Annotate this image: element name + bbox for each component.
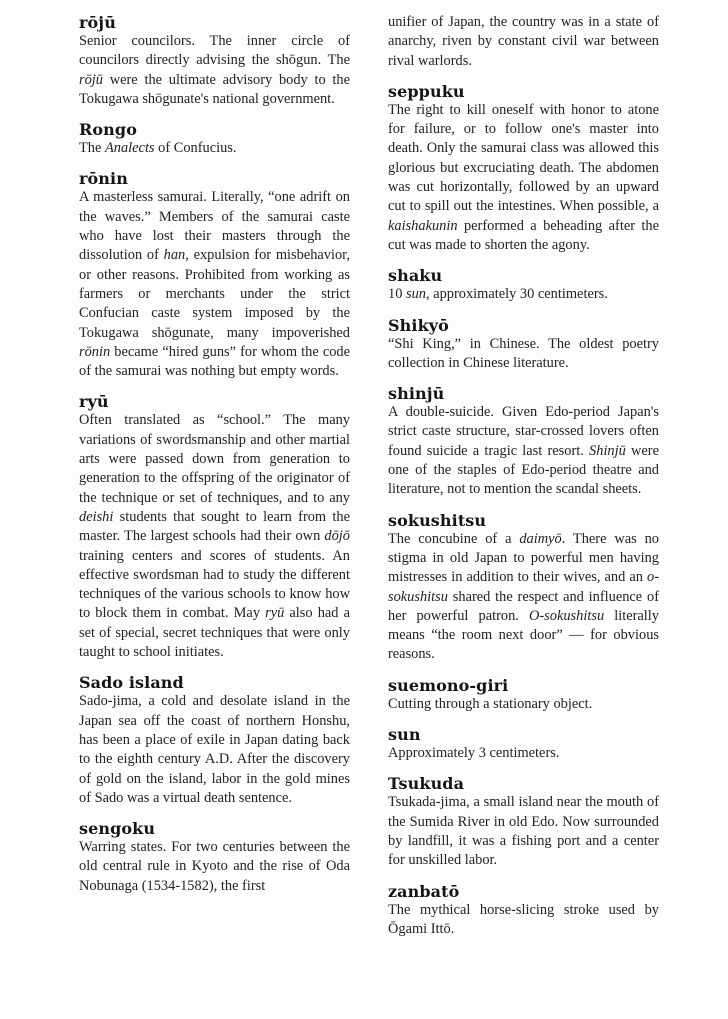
glossary-definition xyxy=(388,403,659,499)
glossary-term: suemono-giri xyxy=(388,675,509,695)
glossary-entry xyxy=(79,120,350,158)
italic-term: O-sokushitsu xyxy=(528,607,605,624)
glossary-entry xyxy=(79,392,350,662)
glossary-term: seppuku xyxy=(388,81,465,101)
glossary-term: Shikyō xyxy=(388,315,449,335)
glossary-definition xyxy=(79,838,350,896)
glossary-definition xyxy=(388,695,659,714)
definition-text: Senior councilors. The inner circle of councilors directly advising the shōgun. The xyxy=(79,33,350,69)
definition-text: The mythical horse-slicing stroke used by Ōgami Ittō. xyxy=(388,901,659,937)
definition-text: The right to kill oneself with honor to atone for failure, or to follow one's master into death. Only the samurai class was allowed this glorious but excruciating death. The abdomen was cut horizontally, followed by an upward cut to spill out the intestines. When possible, a xyxy=(388,101,659,215)
definition-text: of Confucius. xyxy=(154,140,237,157)
glossary-definition xyxy=(388,744,659,763)
italic-term: kaishakunin xyxy=(388,217,458,234)
definition-text: training centers and scores of students. An effective swordsman had to study the different techniques of the various schools to know how to block them in combat. May xyxy=(79,547,350,622)
italic-term: rōnin xyxy=(79,343,111,360)
definition-text: Approximately 3 centimeters. xyxy=(388,745,560,762)
italic-term: Analects xyxy=(104,140,155,157)
italic-term: o-sokushitsu xyxy=(388,569,659,605)
glossary-entry xyxy=(388,725,659,763)
glossary-term: sokushitsu xyxy=(388,510,487,530)
glossary-definition xyxy=(388,335,659,374)
italic-term: sun xyxy=(406,286,426,303)
glossary-term: sengoku xyxy=(79,819,156,839)
glossary-entry xyxy=(388,774,659,870)
definition-text: , expulsion for misbehavior, or other reasons. Prohibited from working as farmers or merchants under the strict Confucian caste system imposed by the Tokugawa shōgunate, many impoverished xyxy=(79,247,350,341)
definition-text: . There was no stigma in old Japan to powerful men having mistresses in addition to their wives, and an xyxy=(388,530,659,586)
definition-text: Warring states. For two centuries between the old central rule in Kyoto and the rise of Oda Nobunaga (1534-1582), the first xyxy=(79,839,350,894)
definition-text: A masterless samurai. Literally, “one adrift on the waves.” Members of the samurai caste who have lost their masters through the dissolution of xyxy=(79,189,350,264)
italic-term: daimyō xyxy=(519,530,562,547)
glossary-entry xyxy=(388,676,659,714)
definition-text: students that sought to learn from the master. The largest schools had their own xyxy=(79,508,350,545)
glossary-term: ryū xyxy=(79,392,109,412)
glossary-definition xyxy=(79,411,350,662)
glossary-term: sun xyxy=(388,725,421,745)
glossary-definition xyxy=(79,139,350,158)
definition-text: were one of the staples of Edo-period theatre and literature, not to mention the scandal sheets. xyxy=(388,442,659,498)
glossary-entry xyxy=(79,819,350,896)
glossary-term: rōjū xyxy=(79,13,116,32)
glossary-definition xyxy=(79,32,350,109)
glossary-definition xyxy=(388,793,659,870)
definition-text: became “hired guns” for whom the code of the samurai was nothing but empty words. xyxy=(79,343,350,380)
glossary-term: Sado island xyxy=(79,673,184,693)
glossary-entry xyxy=(388,384,659,499)
definition-text: 10 xyxy=(388,286,406,303)
definition-text: were the ultimate advisory body to the Tokugawa shōgunate's national government. xyxy=(79,71,350,107)
definition-text: shared the respect and influence of her powerful patron. xyxy=(388,588,659,624)
italic-term: han xyxy=(163,247,186,264)
glossary-column-right xyxy=(388,13,659,939)
glossary-entry xyxy=(388,882,659,940)
glossary-term: shaku xyxy=(388,266,443,286)
glossary-definition xyxy=(388,901,659,940)
glossary-definition xyxy=(388,285,659,304)
glossary-entry xyxy=(388,266,659,304)
definition-text: literally means “the room next door” — for obvious reasons. xyxy=(388,607,659,663)
glossary-term: Tsukuda xyxy=(388,774,465,794)
definition-text: unifier of Japan, the country was in a state of anarchy, riven by constant civil war between rival warlords. xyxy=(388,14,659,69)
glossary-entry xyxy=(79,13,350,109)
definition-text: A double-suicide. Given Edo-period Japan's strict caste structure, star-crossed lovers often found suicide a tragic last resort. xyxy=(388,404,659,459)
definition-text: , approximately 30 centimeters. xyxy=(426,286,608,303)
glossary-term: zanbatō xyxy=(388,881,460,901)
glossary-term: shinjū xyxy=(388,384,445,404)
glossary-entry xyxy=(79,673,350,808)
italic-term: deishi xyxy=(79,508,114,525)
glossary-column-left xyxy=(79,13,350,896)
definition-text: “Shi King,” in Chinese. The oldest poetry collection in Chinese literature. xyxy=(388,335,659,371)
definition-text: The concubine of a xyxy=(388,530,520,547)
glossary-definition xyxy=(79,692,350,808)
glossary-term: Rongo xyxy=(79,120,137,140)
definition-text: also had a set of special, secret techniques that were only taught to school initiates. xyxy=(79,605,350,661)
glossary-definition xyxy=(388,530,659,665)
glossary-entry xyxy=(388,511,659,665)
glossary-entry-continuation xyxy=(388,13,659,71)
italic-term: Shinjū xyxy=(589,442,626,459)
definition-text: Tsukada-jima, a small island near the mouth of the Sumida River in old Edo. Now surrounded by landfill, it was a fishing port and a center for unskilled labor. xyxy=(388,794,659,869)
glossary-entry xyxy=(388,316,659,374)
italic-term: ryū xyxy=(265,605,285,622)
definition-text: Sado-jima, a cold and desolate island in the Japan sea off the coast of northern Honshu, has been a place of exile in Japan dating back to the eighth century A.D. After the discovery of gold on the island, labor in the gold mines of Sado was a virtual death sentence. xyxy=(79,693,350,806)
definition-text: The xyxy=(79,140,105,157)
glossary-entry xyxy=(388,82,659,255)
italic-term: rōjū xyxy=(79,71,103,88)
definition-text: Cutting through a stationary object. xyxy=(388,695,593,712)
italic-term: dōjō xyxy=(324,528,350,545)
glossary-definition xyxy=(388,101,659,255)
definition-text: performed a beheading after the cut was made to shorten the agony. xyxy=(388,217,659,253)
glossary-entry xyxy=(79,169,350,381)
glossary-term: rōnin xyxy=(79,169,128,189)
glossary-definition xyxy=(388,13,659,71)
glossary-definition xyxy=(79,188,350,381)
definition-text: Often translated as “school.” The many variations of swordsmanship and other martial arts were passed down from generation to generation to the offspring of the originator of the technique or set of techniques, and to any xyxy=(79,412,350,506)
